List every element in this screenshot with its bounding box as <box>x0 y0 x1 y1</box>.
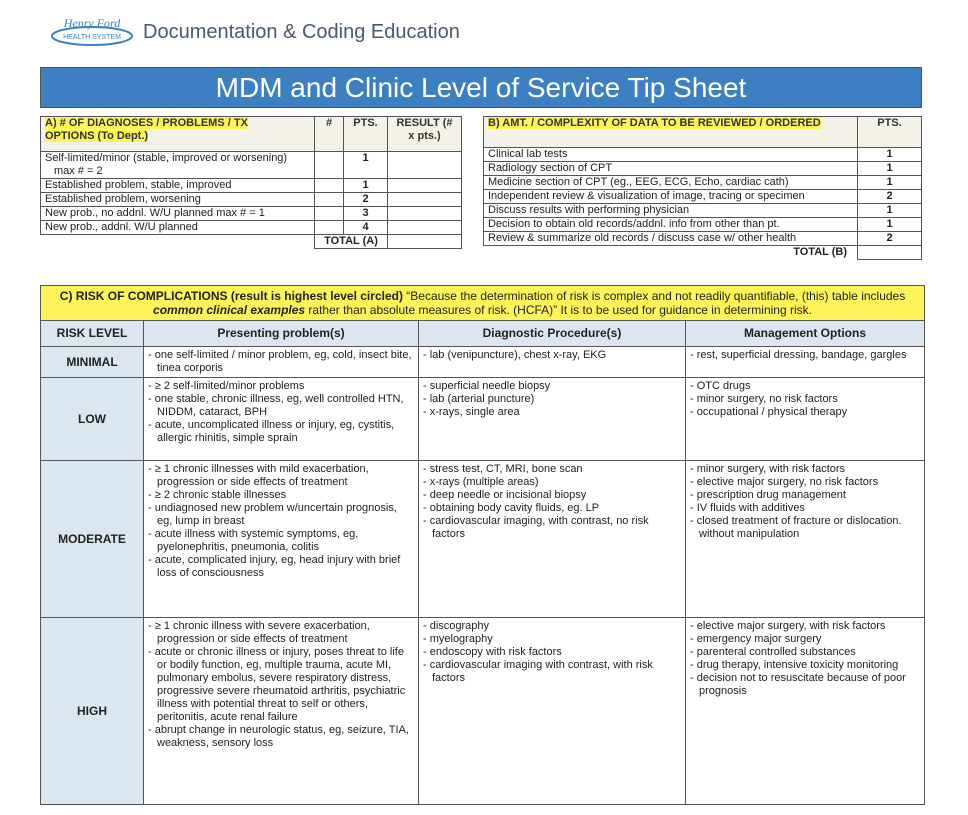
list-item: - cardiovascular imaging, with contrast, no risk factors <box>423 515 649 540</box>
table-row <box>484 190 922 204</box>
result-input[interactable] <box>388 221 462 235</box>
list-item: - ≥ 1 chronic illnesses with mild exacerbation, progression or side effects of treatment <box>148 463 369 488</box>
points-value: 1 <box>858 176 922 190</box>
count-input[interactable] <box>315 207 344 221</box>
brand-title: Documentation & Coding Education <box>143 21 460 43</box>
risk-row-moderate <box>41 461 925 618</box>
table-a-title-2: OPTIONS (To Dept.) <box>45 130 149 142</box>
points-value: 1 <box>858 204 922 218</box>
diagnosis-label: Self-limited/minor (stable, improved or worsening) max # = 2 <box>41 152 315 179</box>
henry-ford-logo <box>50 14 134 48</box>
risk-management-cell <box>686 347 925 378</box>
list-item: - acute or chronic illness or injury, poses threat to life or bodily function, eg, multiple trauma, acute MI, pulmonary embolus, severe respiratory distress, progressive severe rheumatoid arthritis, psychiatric illness with potential threat to self or others, peritonitis, acute renal failure <box>148 646 406 723</box>
svg-text:Henry Ford: Henry Ford <box>63 16 121 30</box>
table-row <box>484 176 922 190</box>
list-item: - occupational / physical therapy <box>690 406 848 418</box>
list-item: - myelography <box>423 633 493 645</box>
risk-row-minimal <box>41 347 925 378</box>
list-item: - rest, superficial dressing, bandage, gargles <box>690 349 907 361</box>
risk-diagnostic-cell <box>419 618 686 805</box>
table-row <box>484 204 922 218</box>
points-value: 1 <box>344 179 388 193</box>
list-item: - stress test, CT, MRI, bone scan <box>423 463 583 475</box>
col-num: # <box>315 117 344 152</box>
diagnosis-label: New prob., addnl. W/U planned <box>41 221 315 235</box>
risk-management-cell <box>686 378 925 461</box>
data-item-label: Radiology section of CPT <box>484 162 858 176</box>
table-a-title-1: A) # OF DIAGNOSES / PROBLEMS / TX <box>45 117 248 129</box>
risk-problems-cell <box>144 347 419 378</box>
result-input[interactable] <box>388 207 462 221</box>
diagnosis-label: Established problem, stable, improved <box>41 179 315 193</box>
list-item: - deep needle or incisional biopsy <box>423 489 587 501</box>
intro-text-2: rather than absolute measures of risk. (HCFA)” It is to be used for guidance in determining risk. <box>305 303 812 317</box>
list-item: - endoscopy with risk factors <box>423 646 562 658</box>
page-title: MDM and Clinic Level of Service Tip Sheet <box>40 67 922 108</box>
list-item: - one stable, chronic illness, eg, well controlled HTN, NIDDM, cataract, BPH <box>148 393 404 418</box>
intro-text-1: “Because the determination of risk is complex and not readily quantifiable, (this) table includes <box>402 289 906 303</box>
data-item-label: Decision to obtain old records/addnl. info from other than pt. <box>484 218 858 232</box>
points-value: 2 <box>858 232 922 246</box>
list-item: - abrupt change in neurologic status, eg, seizure, TIA, weakness, sensory loss <box>148 724 409 749</box>
col-presenting-problems: Presenting problem(s) <box>144 321 419 347</box>
list-item: - minor surgery, with risk factors <box>690 463 846 475</box>
list-item: - superficial needle biopsy <box>423 380 551 392</box>
list-item: - parenteral controlled substances <box>690 646 856 658</box>
list-item: - x-rays (multiple areas) <box>423 476 539 488</box>
col-pts: PTS. <box>344 117 388 152</box>
count-input[interactable] <box>315 152 344 179</box>
data-item-label: Review & summarize old records / discuss case w/ other health <box>484 232 858 246</box>
list-item: - ≥ 2 chronic stable illnesses <box>148 489 287 501</box>
points-value: 3 <box>344 207 388 221</box>
list-item: - IV fluids with additives <box>690 502 805 514</box>
table-row <box>41 193 462 207</box>
points-value: 2 <box>344 193 388 207</box>
list-item: - decision not to resuscitate because of poor prognosis <box>690 672 906 697</box>
risk-level-label: MODERATE <box>41 461 144 618</box>
points-value: 1 <box>858 162 922 176</box>
table-row <box>41 152 462 179</box>
list-item: - cardiovascular imaging with contrast, with risk factors <box>423 659 653 684</box>
total-b-label: TOTAL (B) <box>484 246 858 260</box>
list-item: - lab (arterial puncture) <box>423 393 535 405</box>
list-item: - closed treatment of fracture or dislocation. without manipulation <box>690 515 902 540</box>
col-diagnostic-procedures: Diagnostic Procedure(s) <box>419 321 686 347</box>
data-item-label: Clinical lab tests <box>484 148 858 162</box>
diagnosis-label: Established problem, worsening <box>41 193 315 207</box>
table-row <box>484 218 922 232</box>
risk-diagnostic-cell <box>419 461 686 618</box>
risk-diagnostic-cell <box>419 347 686 378</box>
list-item: - undiagnosed new problem w/uncertain prognosis, eg, lump in breast <box>148 502 397 527</box>
data-item-label: Medicine section of CPT (eg., EEG, ECG, Echo, cardiac cath) <box>484 176 858 190</box>
data-item-label: Discuss results with performing physician <box>484 204 858 218</box>
result-input[interactable] <box>388 152 462 179</box>
list-item: - acute, complicated injury, eg, head injury with brief loss of consciousness <box>148 554 401 579</box>
points-value: 1 <box>344 152 388 179</box>
risk-diagnostic-cell <box>419 378 686 461</box>
count-input[interactable] <box>315 193 344 207</box>
list-item: - one self-limited / minor problem, eg, cold, insect bite, tinea corporis <box>148 349 412 374</box>
risk-row-low <box>41 378 925 461</box>
list-item: - minor surgery, no risk factors <box>690 393 838 405</box>
list-item: - elective major surgery, no risk factors <box>690 476 879 488</box>
list-item: - drug therapy, intensive toxicity monitoring <box>690 659 899 671</box>
points-value: 2 <box>858 190 922 204</box>
col-result: RESULT (# x pts.) <box>388 117 462 152</box>
list-item: - OTC drugs <box>690 380 751 392</box>
list-item: - discography <box>423 620 490 632</box>
risk-level-label: MINIMAL <box>41 347 144 378</box>
count-input[interactable] <box>315 179 344 193</box>
col-pts: PTS. <box>858 117 922 148</box>
list-item: - emergency major surgery <box>690 633 822 645</box>
data-review-table <box>483 116 922 260</box>
result-input[interactable] <box>388 193 462 207</box>
table-row <box>484 162 922 176</box>
table-row <box>41 221 462 235</box>
list-item: - x-rays, single area <box>423 406 520 418</box>
result-input[interactable] <box>388 179 462 193</box>
risk-management-cell <box>686 618 925 805</box>
col-risk-level: RISK LEVEL <box>41 321 144 347</box>
intro-bold: C) RISK OF COMPLICATIONS (result is highest level circled) <box>59 289 403 303</box>
risk-problems-cell <box>144 378 419 461</box>
data-item-label: Independent review & visualization of image, tracing or specimen <box>484 190 858 204</box>
total-a-label: TOTAL (A) <box>315 235 388 249</box>
diagnoses-table <box>40 116 462 249</box>
table-row <box>484 232 922 246</box>
risk-problems-cell <box>144 618 419 805</box>
points-value: 4 <box>344 221 388 235</box>
table-b-title: B) AMT. / COMPLEXITY OF DATA TO BE REVIEWED / ORDERED <box>488 117 821 129</box>
svg-text:HEALTH SYSTEM: HEALTH SYSTEM <box>63 34 121 41</box>
total-a-input[interactable] <box>388 235 462 249</box>
table-row <box>484 148 922 162</box>
risk-level-label: LOW <box>41 378 144 461</box>
list-item: - acute, uncomplicated illness or injury, eg, cystitis, allergic rhinitis, simple sprain <box>148 419 395 444</box>
table-row <box>41 207 462 221</box>
risk-level-label: HIGH <box>41 618 144 805</box>
list-item: - prescription drug management <box>690 489 846 501</box>
risk-table <box>40 285 925 805</box>
total-b-input[interactable] <box>858 246 922 260</box>
intro-emphasis: common clinical examples <box>153 303 306 317</box>
risk-row-high <box>41 618 925 805</box>
list-item: - acute illness with systemic symptoms, eg, pyelonephritis, pneumonia, colitis <box>148 528 359 553</box>
risk-management-cell <box>686 461 925 618</box>
list-item: - lab (venipuncture), chest x-ray, EKG <box>423 349 607 361</box>
risk-intro <box>41 286 925 321</box>
list-item: - ≥ 2 self-limited/minor problems <box>148 380 305 392</box>
col-management-options: Management Options <box>686 321 925 347</box>
points-value: 1 <box>858 218 922 232</box>
points-value: 1 <box>858 148 922 162</box>
list-item: - elective major surgery, with risk factors <box>690 620 886 632</box>
table-row <box>41 179 462 193</box>
risk-problems-cell <box>144 461 419 618</box>
diagnosis-label: New prob., no addnl. W/U planned max # = 1 <box>41 207 315 221</box>
list-item: - obtaining body cavity fluids, eg. LP <box>423 502 600 514</box>
count-input[interactable] <box>315 221 344 235</box>
list-item: - ≥ 1 chronic illness with severe exacerbation, progression or side effects of treatment <box>148 620 370 645</box>
